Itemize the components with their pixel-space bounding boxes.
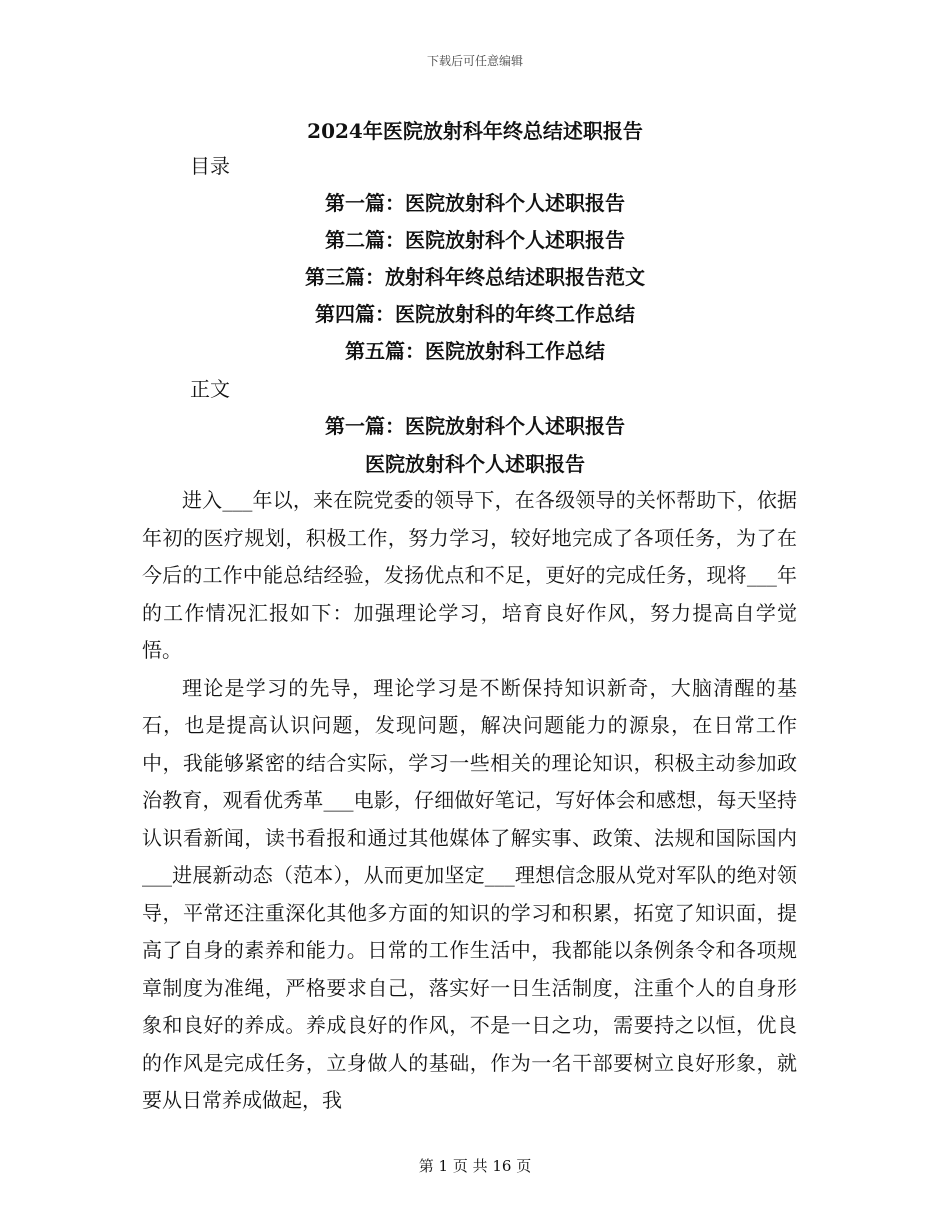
toc-label: 目录 <box>190 154 230 178</box>
page-footer: 第 1 页 共 16 页 <box>418 1157 532 1175</box>
table-of-contents <box>0 185 950 370</box>
section-heading: 第一篇：医院放射科个人述职报告 <box>325 414 625 438</box>
toc-item[interactable]: 第三篇：放射科年终总结述职报告范文 <box>305 265 645 289</box>
paragraph: 进入___年以，来在院党委的领导下，在各级领导的关怀帮助下，依据年初的医疗规划，积极工作，努力学习，较好地完成了各项任务，为了在今后的工作中能总结经验，发扬优点和不足，更好的完成任务，现将___年的工作情况汇报如下：加强理论学习，培育良好作风，努力提高自学觉悟。 <box>142 488 797 662</box>
paragraph: 理论是学习的先导，理论学习是不断保持知识新奇，大脑清醒的基石，也是提高认识问题，发现问题，解决问题能力的源泉，在日常工作中，我能够紧密的结合实际，学习一些相关的理论知识，积极主动参加政治教育，观看优秀革___电影，仔细做好笔记，写好体会和感想，每天坚持认识看新闻，读书看报和通过其他媒体了解实事、政策、法规和国际国内___进展新动态（范本），从而更加坚定___理想信念服从党对军队的绝对领导，平常还注重深化其他多方面的知识的学习和积累，拓宽了知识面，提高了自身的素养和能力。日常的工作生活中，我都能以条例条令和各项规章制度为准绳，严格要求自己，落实好一日生活制度，注重个人的自身形象和良好的养成。养成良好的作风，不是一日之功，需要持之以恒，优良的作风是完成任务，立身做人的基础，作为一名干部要树立良好形象，就要从日常养成做起，我 <box>142 675 797 1112</box>
body-text <box>142 482 797 1120</box>
section-subheading: 医院放射科个人述职报告 <box>365 452 585 476</box>
document-title: 2024年医院放射科年终总结述职报告 <box>307 119 643 143</box>
page-header: 下载后可任意编辑 <box>426 54 523 68</box>
toc-item[interactable]: 第五篇：医院放射科工作总结 <box>345 339 605 363</box>
toc-item[interactable]: 第一篇：医院放射科个人述职报告 <box>325 191 625 215</box>
toc-item[interactable]: 第二篇：医院放射科个人述职报告 <box>325 228 625 252</box>
body-label: 正文 <box>190 377 230 401</box>
toc-item[interactable]: 第四篇：医院放射科的年终工作总结 <box>315 302 635 326</box>
